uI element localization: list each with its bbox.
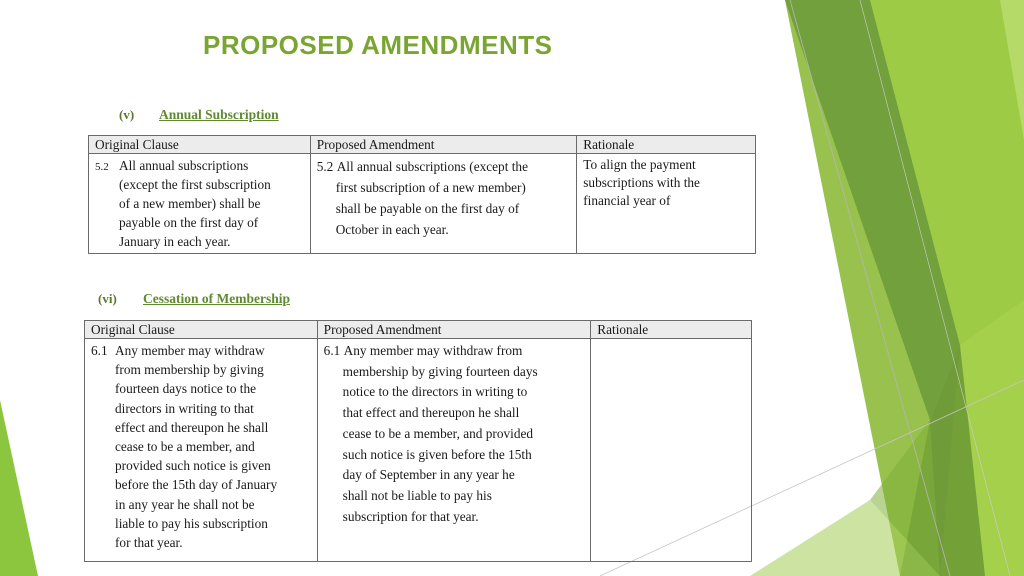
proposed-amendment-cell: [310, 154, 577, 254]
page-title: PROPOSED AMENDMENTS: [203, 30, 553, 60]
header-original-clause: Original Clause: [85, 321, 318, 339]
header-proposed-amendment: Proposed Amendment: [317, 321, 591, 339]
header-rationale: Rationale: [591, 321, 752, 339]
text-line: All annual subscriptions (except the: [336, 159, 528, 174]
text-line: provided such notice is given: [115, 458, 271, 474]
section-number: (v): [119, 107, 135, 122]
text-line: shall not be liable to pay his: [342, 487, 492, 503]
text-line: January in each year.: [119, 234, 231, 249]
text-line: membership by giving fourteen days: [342, 363, 538, 379]
header-proposed-amendment: Proposed Amendment: [310, 136, 577, 154]
clause-number: 6.1: [323, 343, 341, 358]
text-line: from membership by giving: [115, 362, 264, 378]
text-line: before the 15th day of January: [115, 477, 278, 493]
clause-number: 6.1: [91, 343, 108, 358]
text-line: To align the payment: [583, 157, 696, 172]
text-line: All annual subscriptions: [119, 158, 249, 173]
text-line: for that year.: [115, 535, 183, 551]
green-facet-left: [0, 400, 38, 576]
original-clause-cell: [85, 339, 318, 562]
text-line: effect and thereupon he shall: [115, 419, 269, 435]
original-clause-cell: [89, 154, 311, 254]
text-line: shall be payable on the first day of: [335, 201, 520, 216]
text-line: subscription for that year.: [342, 508, 479, 524]
text-line: directors in writing to that: [115, 400, 254, 416]
text-line: Any member may withdraw from: [343, 343, 523, 358]
section-number: (vi): [98, 291, 117, 306]
rationale-cell: [577, 154, 756, 254]
header-original-clause: Original Clause: [89, 136, 311, 154]
header-rationale: Rationale: [577, 136, 756, 154]
text-line: liable to pay his subscription: [115, 515, 268, 531]
text-line: cease to be a member, and: [115, 439, 255, 455]
text-line: subscriptions with the: [583, 175, 700, 190]
text-line: payable on the first day of: [119, 215, 259, 230]
text-line: first subscription of a new member): [335, 180, 526, 195]
clause-number: 5.2: [95, 161, 109, 173]
text-line: Any member may withdraw: [115, 343, 265, 358]
text-line: financial year of: [583, 193, 671, 208]
text-line: that effect and thereupon he shall: [342, 405, 520, 421]
section-title-annual-subscription: Annual Subscription: [159, 107, 279, 122]
section-title-cessation-of-membership: Cessation of Membership: [143, 291, 290, 306]
text-line: (except the first subscription: [119, 177, 271, 192]
text-line: in any year he shall not be: [115, 496, 255, 512]
text-line: October in each year.: [335, 222, 449, 237]
text-line: such notice is given before the 15th: [342, 446, 532, 462]
text-line: fourteen days notice to the: [115, 381, 257, 397]
text-line: cease to be a member, and provided: [342, 425, 534, 441]
cessation-of-membership-table: [84, 320, 752, 562]
annual-subscription-table: [88, 135, 756, 254]
text-line: of a new member) shall be: [119, 196, 261, 211]
text-line: day of September in any year he: [342, 467, 515, 483]
clause-number: 5.2: [316, 159, 334, 174]
rationale-cell-empty: [591, 339, 752, 562]
text-line: notice to the directors in writing to: [342, 384, 528, 400]
proposed-amendment-cell: [317, 339, 591, 562]
